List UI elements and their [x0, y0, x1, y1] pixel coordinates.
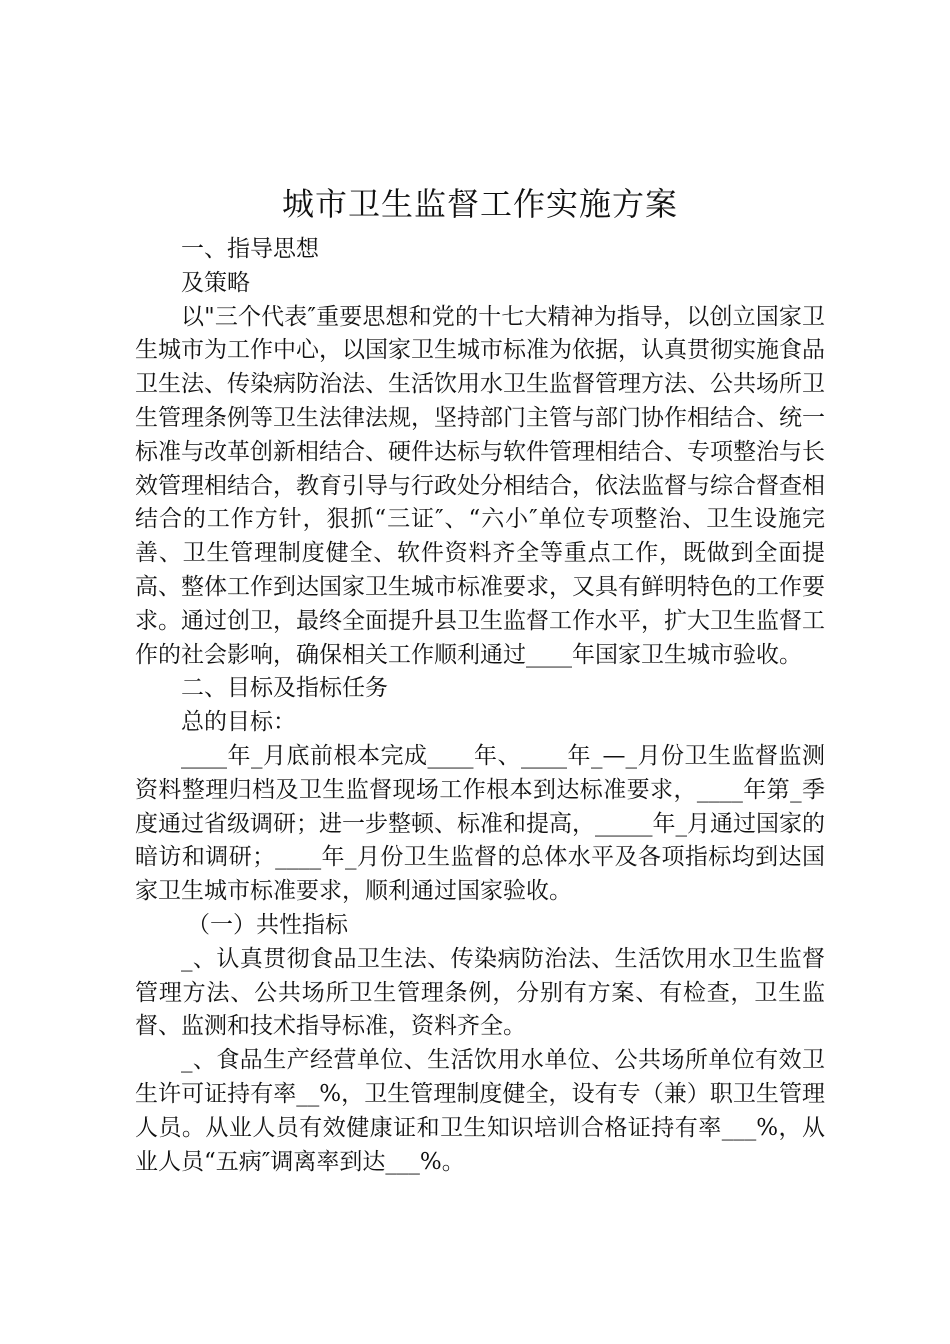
section-heading-guiding: 一、指导思想 — [181, 236, 319, 262]
document-title: 城市卫生监督工作实施方案 — [281, 185, 678, 223]
paragraph-guiding-principle: 以"三个代表″重要思想和党的十七大精神为指导，以创立国家卫生城市为工作中心，以国家卫生城市标准为依据，认真贯彻实施食品卫生法、传染病防治法、生活饮用水卫生监督管理方法、公共场所卫生管理条例等卫生法律法规，坚持部门主管与部门协作相结合、统一标准与改革创新相结合、硬件达标与软件管理相结合、专项整治与长效管理相结合，教育引导与行政处分相结合，依法监督与综合督查相结合的工作方针，狠抓“三证″、“六小″单位专项整治、卫生设施完善、卫生管理制度健全、软件资料齐全等重点工作，既做到全面提高、整体工作到达国家卫生城市标准要求，又具有鲜明特色的工作要求。通过创卫，最终全面提升县卫生监督工作水平，扩大卫生监督工作的社会影响，确保相关工作顺利通过____年国家卫生城市验收。 — [135, 303, 825, 668]
section-heading-overall-goal: 总的目标： — [181, 709, 296, 736]
section-heading-common-indicators: （一）共性指标 — [187, 911, 348, 938]
paragraph-overall-goal: ____年_月底前根本完成____年、____年_—_月份卫生监督监测资料整理归档及卫生监督现场工作根本到达标准要求，____年第_季度通过省级调研；进一步整顿、标准和提高，_____年_月通过国家的暗访和调研；____年_月份卫生监督的总体水平及各项指标均到达国家卫生城市标准要求，顺利通过国家验收。 — [135, 742, 825, 905]
paragraph-indicator-item-2: _、食品生产经营单位、生活饮用水单位、公共场所单位有效卫生许可证持有率__%，卫生管理制度健全，设有专（兼）职卫生管理人员。从业人员有效健康证和卫生知识培训合格证持有率___%，从业人员“五病″调离率到达___%。 — [135, 1047, 825, 1175]
paragraph-indicator-item-1: _、认真贯彻食品卫生法、传染病防治法、生活饮用水卫生监督管理方法、公共场所卫生管理条例，分别有方案、有检查，卫生监督、监测和技术指导标准，资料齐全。 — [135, 945, 825, 1040]
document-body — [135, 233, 825, 1179]
section-heading-goals: 二、目标及指标任务 — [181, 675, 388, 702]
section-heading-strategy: 及策略 — [181, 269, 250, 296]
